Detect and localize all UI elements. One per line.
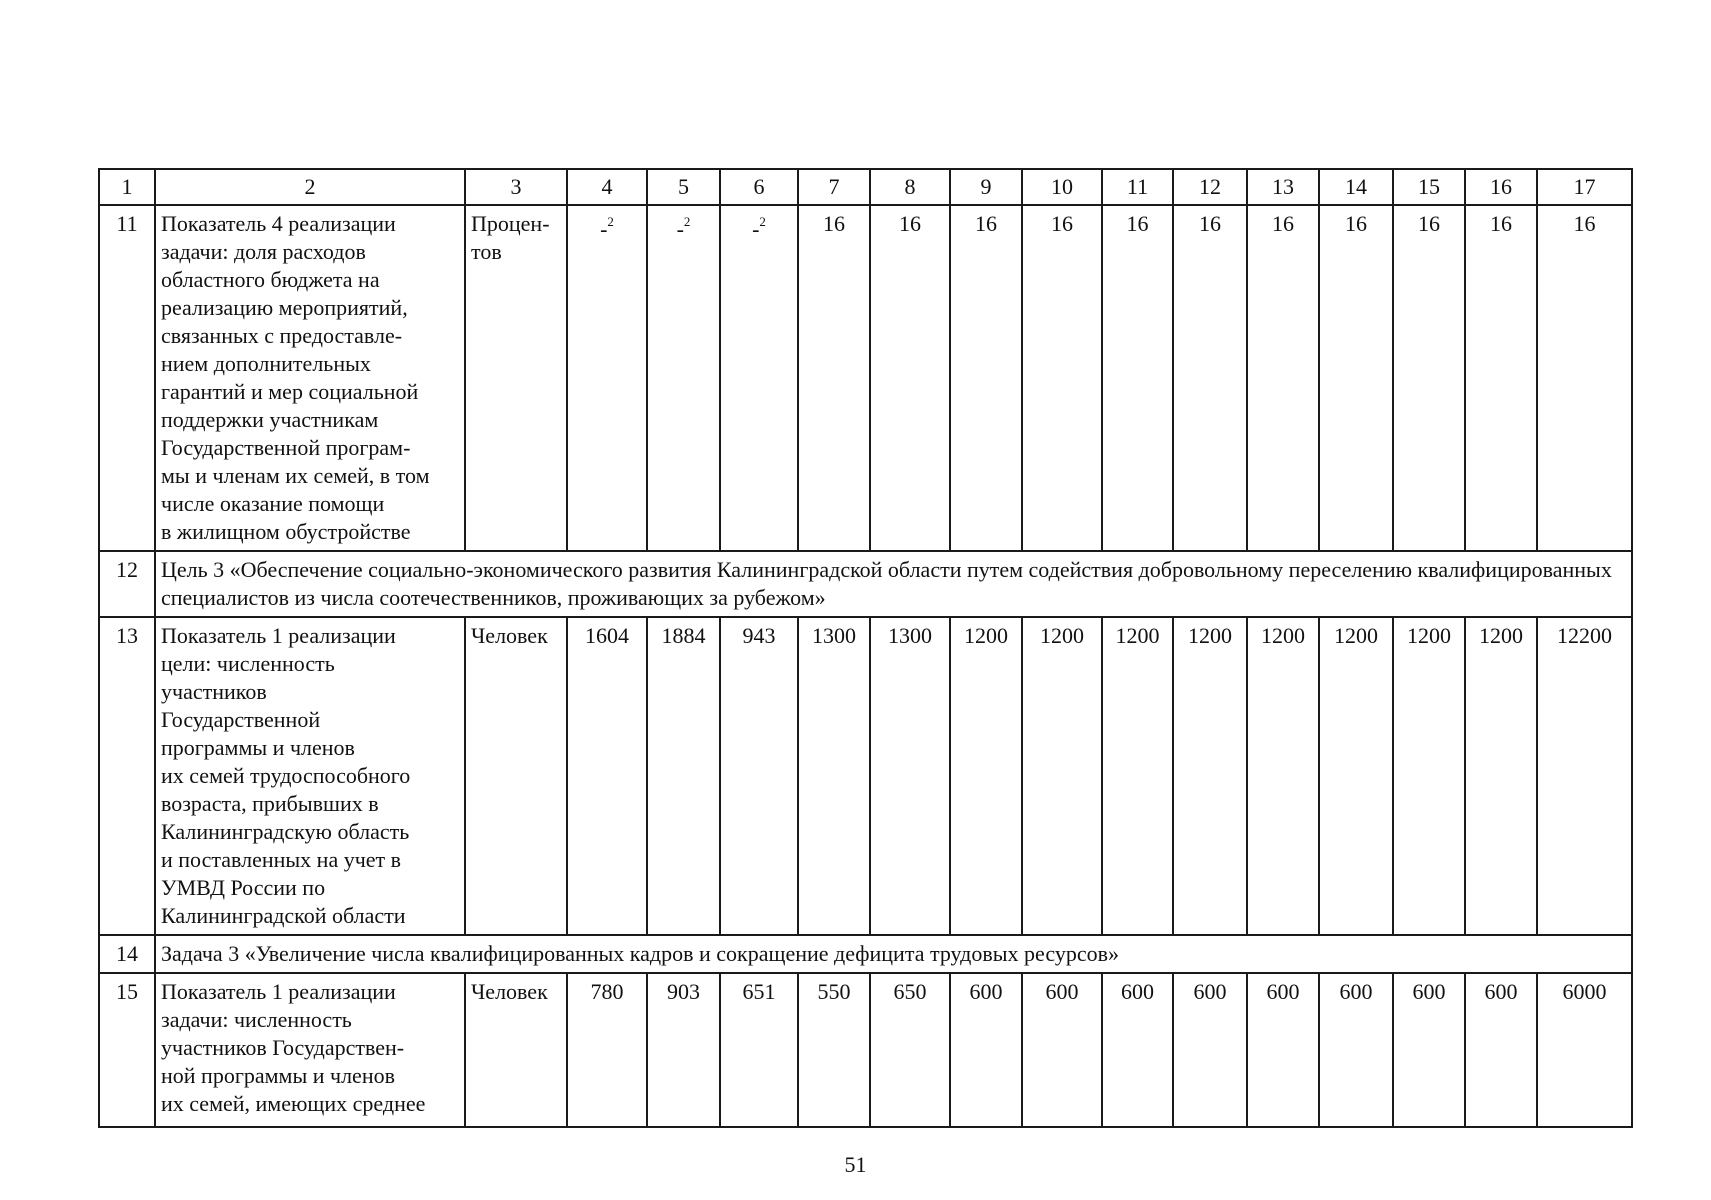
value-cell: 6000 [1537, 973, 1632, 1127]
table-row [99, 935, 1632, 973]
row-number: 12 [99, 551, 155, 617]
row-number: 13 [99, 617, 155, 935]
value-cell: 1200 [1393, 617, 1465, 935]
row-number: 15 [99, 973, 155, 1127]
header-cell: 17 [1537, 169, 1632, 205]
value-cell: 600 [1465, 973, 1537, 1127]
table-row [99, 617, 1632, 935]
header-cell: 8 [870, 169, 950, 205]
value-cell: 16 [798, 205, 870, 551]
value-cell: 903 [647, 973, 720, 1127]
value-cell: -$^2$ [720, 205, 798, 551]
value-cell: 600 [1022, 973, 1102, 1127]
value-cell: 1200 [1022, 617, 1102, 935]
value-cell: 16 [1537, 205, 1632, 551]
header-cell: 14 [1319, 169, 1393, 205]
header-cell: 7 [798, 169, 870, 205]
row-number: 11 [99, 205, 155, 551]
value-cell: 1200 [1319, 617, 1393, 935]
indicator-description: Показатель 4 реализации задачи: доля расходов областного бюджета на реализацию мероприятий, связанных с предоставле- нием дополнительных гарантий и мер социальной поддержки участникам Государственной програм- мы и членам их семей, в том числе оказание помощи в жилищном обустройстве [155, 205, 465, 551]
value-cell: 1884 [647, 617, 720, 935]
header-cell: 5 [647, 169, 720, 205]
header-cell: 15 [1393, 169, 1465, 205]
value-cell: -$^2$ [567, 205, 647, 551]
value-cell: 1200 [1173, 617, 1247, 935]
value-cell: 16 [1022, 205, 1102, 551]
table-row [99, 551, 1632, 617]
value-cell: 16 [1393, 205, 1465, 551]
value-cell: 600 [1319, 973, 1393, 1127]
value-cell: 16 [870, 205, 950, 551]
indicator-description: Показатель 1 реализации цели: численность участников Государственной программы и членов их семей трудоспособного возраста, прибывших в Калининградскую область и поставленных на учет в УМВД России по Калининградской области [155, 617, 465, 935]
unit-cell: Человек [465, 617, 567, 935]
value-cell: 650 [870, 973, 950, 1127]
value-cell: 943 [720, 617, 798, 935]
value-cell: 1300 [870, 617, 950, 935]
header-cell: 1 [99, 169, 155, 205]
value-cell: 550 [798, 973, 870, 1127]
header-cell: 16 [1465, 169, 1537, 205]
value-cell: 600 [1247, 973, 1319, 1127]
value-cell: 12200 [1537, 617, 1632, 935]
table-row [99, 205, 1632, 551]
value-cell: 1200 [1465, 617, 1537, 935]
value-cell: 651 [720, 973, 798, 1127]
header-cell: 12 [1173, 169, 1247, 205]
value-cell: 16 [1173, 205, 1247, 551]
unit-cell: Человек [465, 973, 567, 1127]
table-row [99, 973, 1632, 1127]
value-cell: 1604 [567, 617, 647, 935]
goal-heading: Цель 3 «Обеспечение социально-экономического развития Калининградской области путем содействия добровольному переселению квалифицированных специалистов из числа соотечественников, проживающих за рубежом» [155, 551, 1632, 617]
header-row [99, 169, 1632, 205]
value-cell: 600 [1393, 973, 1465, 1127]
value-cell: 16 [1319, 205, 1393, 551]
page-number: 51 [844, 1152, 867, 1177]
indicator-description: Показатель 1 реализации задачи: численность участников Государствен- ной программы и членов их семей, имеющих среднее [155, 973, 465, 1127]
row-number: 14 [99, 935, 155, 973]
unit-cell: Процен- тов [465, 205, 567, 551]
header-cell: 3 [465, 169, 567, 205]
value-cell: -$^2$ [647, 205, 720, 551]
value-cell: 16 [1465, 205, 1537, 551]
header-cell: 4 [567, 169, 647, 205]
header-cell: 13 [1247, 169, 1319, 205]
value-cell: 16 [1102, 205, 1173, 551]
header-cell: 10 [1022, 169, 1102, 205]
header-cell: 9 [950, 169, 1022, 205]
value-cell: 1300 [798, 617, 870, 935]
header-cell: 6 [720, 169, 798, 205]
value-cell: 16 [950, 205, 1022, 551]
header-cell: 2 [155, 169, 465, 205]
value-cell: 1200 [1102, 617, 1173, 935]
value-cell: 780 [567, 973, 647, 1127]
header-cell: 11 [1102, 169, 1173, 205]
value-cell: 16 [1247, 205, 1319, 551]
value-cell: 1200 [950, 617, 1022, 935]
value-cell: 600 [1102, 973, 1173, 1127]
value-cell: 600 [950, 973, 1022, 1127]
indicators-table [98, 168, 1633, 1128]
value-cell: 1200 [1247, 617, 1319, 935]
task-heading: Задача 3 «Увеличение числа квалифицированных кадров и сокращение дефицита трудовых ресурсов» [155, 935, 1632, 973]
value-cell: 600 [1173, 973, 1247, 1127]
